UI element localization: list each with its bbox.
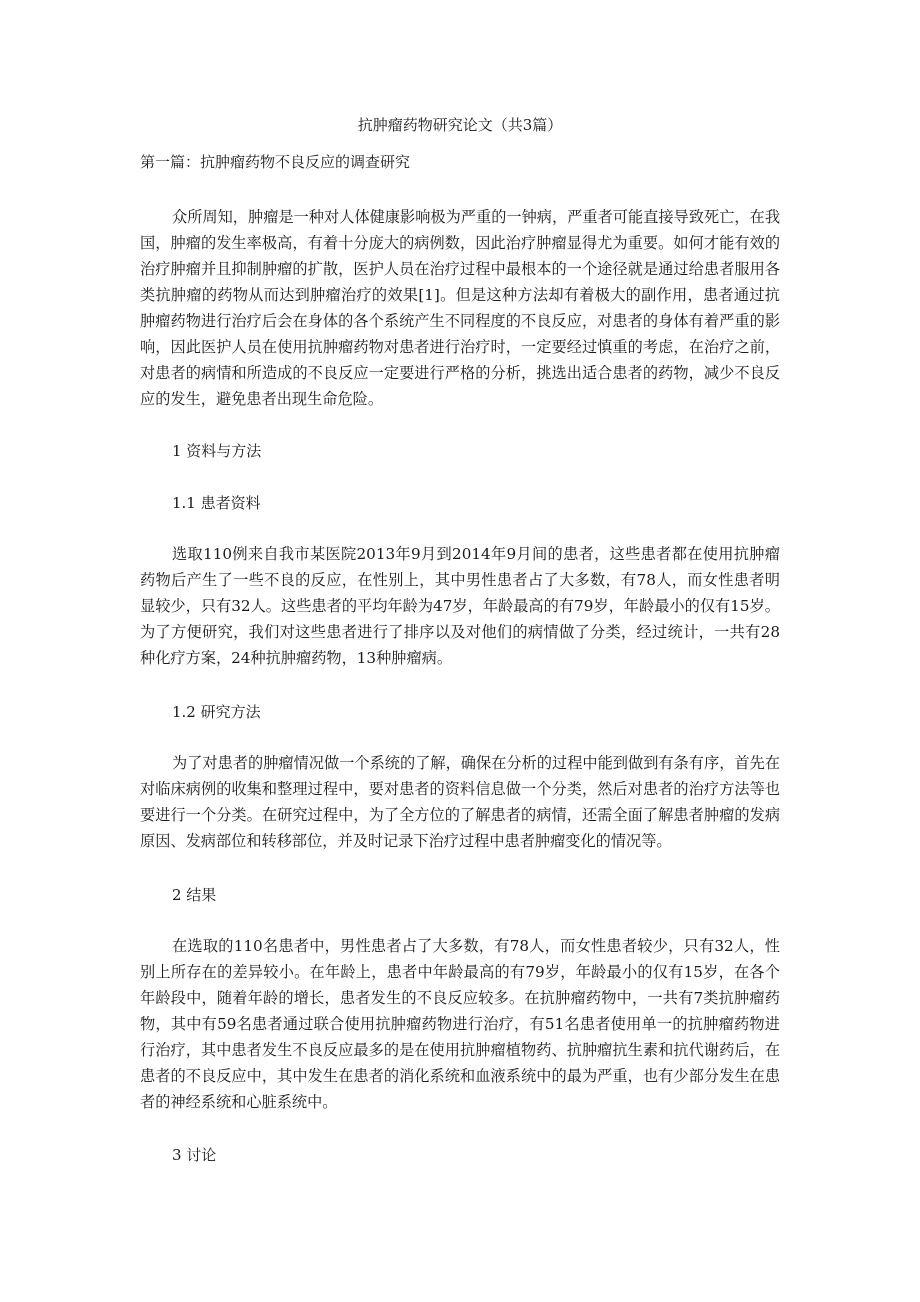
heading-materials-methods: 1 资料与方法 xyxy=(172,442,262,460)
heading-results: 2 结果 xyxy=(172,886,217,904)
patient-data-paragraph: 选取110例来自我市某医院2013年9月到2014年9月间的患者，这些患者都在使用抗肿瘤药物后产生了一些不良的反应，在性别上，其中男性患者占了大多数，有78人，而女性患者明显较少，只有32人。这些患者的平均年龄为47岁，年龄最高的有79岁，年龄最小的仅有15岁。为了方便研究，我们对这些患者进行了排序以及对他们的病情做了分类，经过统计，一共有28种化疗方案，24种抗肿瘤药物，13种肿瘤病。 xyxy=(140,545,780,667)
results-paragraph: 在选取的110名患者中，男性患者占了大多数，有78人，而女性患者较少，只有32人，性别上所存在的差异较小。在年龄上，患者中年龄最高的有79岁，年龄最小的仅有15岁，在各个年龄段中，随着年龄的增长，患者发生的不良反应较多。在抗肿瘤药物中，一共有7类抗肿瘤药物，其中有59名患者通过联合使用抗肿瘤药物进行治疗，有51名患者使用单一的抗肿瘤药物进行治疗，其中患者发生不良反应最多的是在使用抗肿瘤植物药、抗肿瘤抗生素和抗代谢药后，在患者的不良反应中，其中发生在患者的消化系统和血液系统中的最为严重，也有少部分发生在患者的神经系统和心脏系统中。 xyxy=(140,937,780,1111)
heading-patient-data: 1.1 患者资料 xyxy=(172,494,261,512)
intro-paragraph: 众所周知，肿瘤是一种对人体健康影响极为严重的一钟病，严重者可能直接导致死亡，在我国，肿瘤的发生率极高，有着十分庞大的病例数，因此治疗肿瘤显得尤为重要。如何才能有效的治疗肿瘤并且抑制肿瘤的扩散，医护人员在治疗过程中最根本的一个途径就是通过给患者服用各类抗肿瘤的药物从而达到肿瘤治疗的效果[1]。但是这种方法却有着极大的副作用，患者通过抗肿瘤药物进行治疗后会在身体的各个系统产生不同程度的不良反应，对患者的身体有着严重的影响，因此医护人员在使用抗肿瘤药物对患者进行治疗时，一定要经过慎重的考虑，在治疗之前，对患者的病情和所造成的不良反应一定要进行严格的分析，挑选出适合患者的药物，减少不良反应的发生，避免患者出现生命危险。 xyxy=(140,208,780,408)
document-title: 抗肿瘤药物研究论文（共3篇） xyxy=(357,116,563,134)
section-title: 第一篇：抗肿瘤药物不良反应的调查研究 xyxy=(140,153,411,171)
heading-discussion: 3 讨论 xyxy=(172,1146,217,1164)
research-methods-paragraph: 为了对患者的肿瘤情况做一个系统的了解，确保在分析的过程中能到做到有条有序，首先在对临床病例的收集和整理过程中，要对患者的资料信息做一个分类，然后对患者的治疗方法等也要进行一个分类。在研究过程中，为了全方位的了解患者的病情，还需全面了解患者肿瘤的发病原因、发病部位和转移部位，并及时记录下治疗过程中患者肿瘤变化的情况等。 xyxy=(140,754,780,850)
heading-research-methods: 1.2 研究方法 xyxy=(172,703,261,721)
